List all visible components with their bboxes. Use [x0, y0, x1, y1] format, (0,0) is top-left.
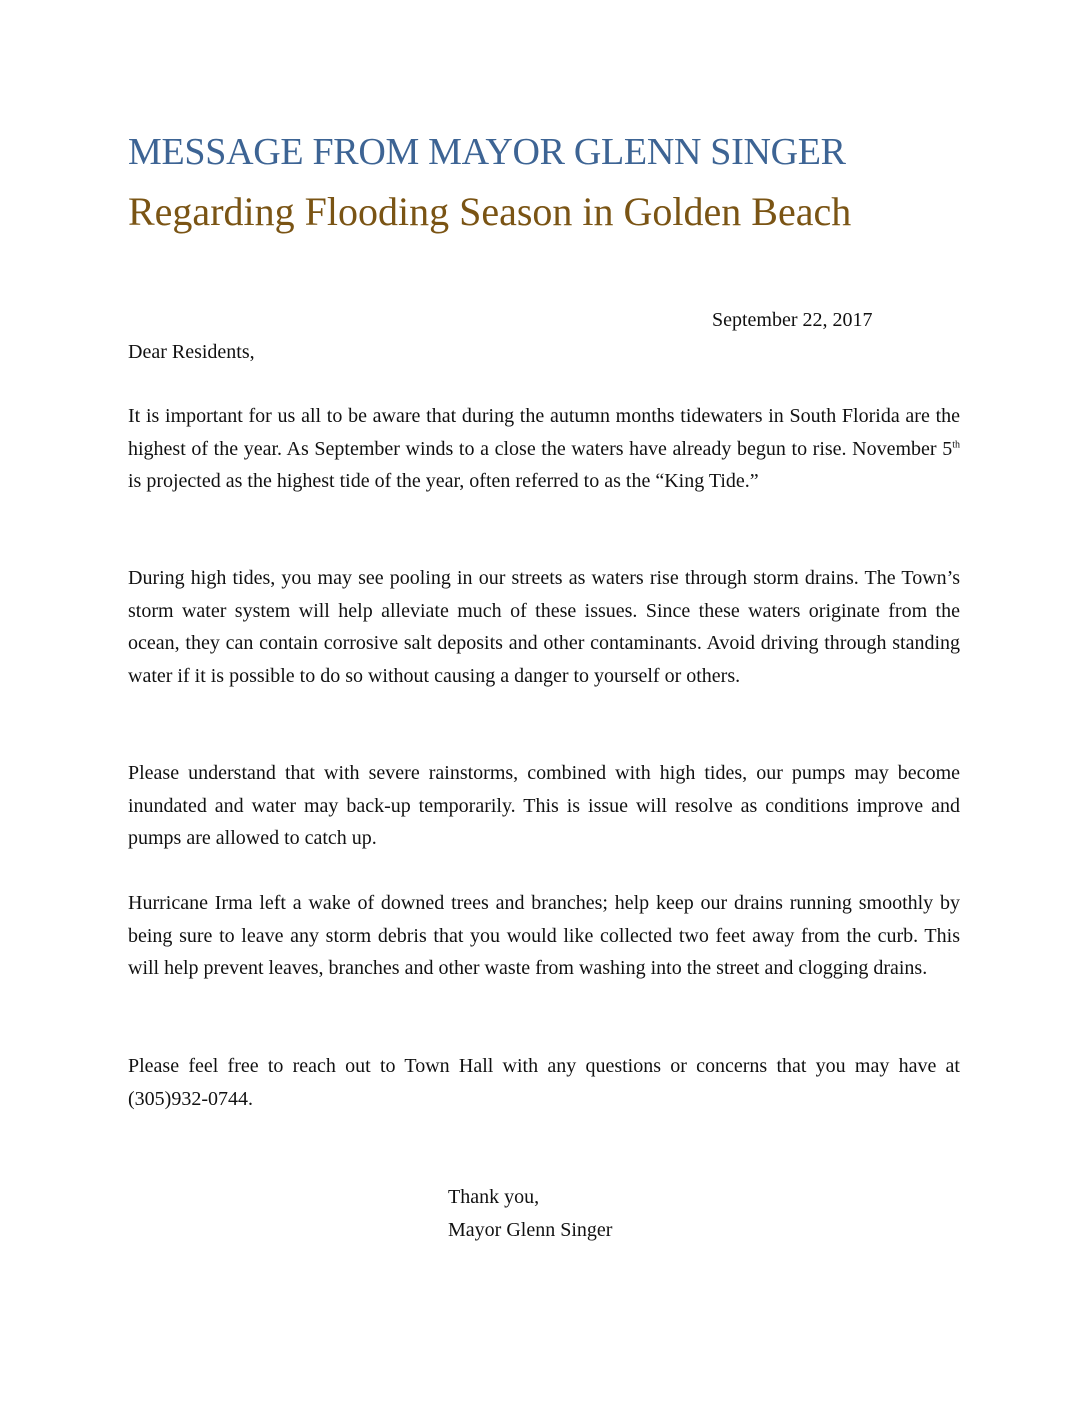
paragraph-4-text: Hurricane Irma left a wake of downed trees and branches; help keep our drains running smoothly by being sure to leave any storm debris that you would like collected two feet away from the curb. This will help prevent leaves, branches and other waste from washing into the street and clogging drains. [128, 892, 960, 979]
paragraph-5-text: Please feel free to reach out to Town Hall with any questions or concerns that you may have at (305)932-0744. [128, 1055, 960, 1110]
paragraph-4 [128, 887, 960, 985]
paragraph-1-text-a: It is important for us all to be aware that during the autumn months tidewaters in South Florida are the highest of the year. As September winds to a close the waters have already begun to rise. November 5 [128, 405, 960, 460]
greeting: Dear Residents, [128, 341, 255, 363]
paragraph-5 [128, 1050, 960, 1115]
closing-line: Thank you, [448, 1186, 540, 1208]
ordinal-suffix: th [952, 438, 960, 450]
letter-subtitle: Regarding Flooding Season in Golden Beach [128, 189, 852, 234]
paragraph-1 [128, 400, 960, 498]
paragraph-2-text: During high tides, you may see pooling in our streets as waters rise through storm drains. The Town’s storm water system will help alleviate much of these issues. Since these waters originate from the ocean, they can contain corrosive salt deposits and other contaminants. Avoid driving through standing water if it is possible to do so without causing a danger to yourself or others. [128, 567, 960, 687]
paragraph-3-text: Please understand that with severe rainstorms, combined with high tides, our pumps may become inundated and water may back-up temporarily. This is issue will resolve as conditions improve and pumps are allowed to catch up. [128, 762, 960, 849]
paragraph-2 [128, 562, 960, 692]
paragraph-3 [128, 757, 960, 855]
paragraph-1-text-b: is projected as the highest tide of the year, often referred to as the “King Tide.” [128, 470, 759, 492]
signature: Mayor Glenn Singer [448, 1218, 613, 1241]
closing-block [448, 1181, 612, 1246]
letter-title: MESSAGE FROM MAYOR GLENN SINGER [128, 131, 846, 173]
letter-date: September 22, 2017 [712, 309, 873, 331]
